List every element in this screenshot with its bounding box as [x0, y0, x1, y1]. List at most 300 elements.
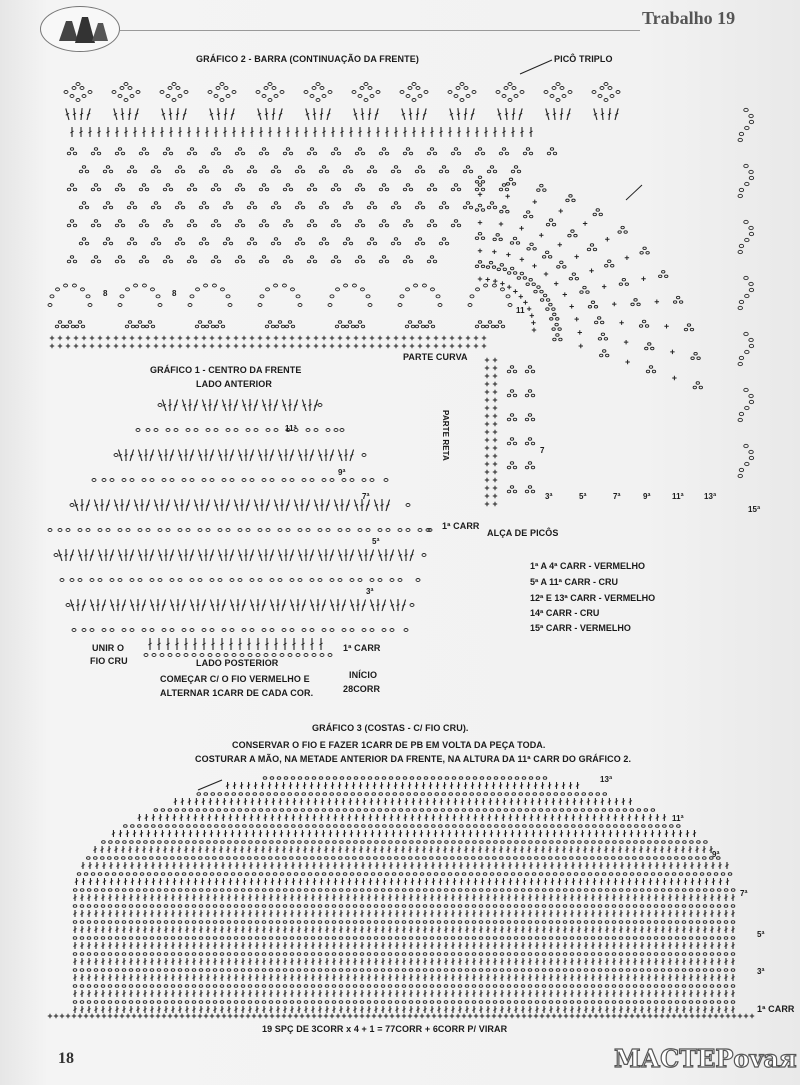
chain-stitch	[654, 953, 658, 956]
chain-stitch	[478, 176, 481, 179]
chain-stitch	[185, 937, 189, 940]
chain-stitch	[409, 260, 412, 263]
chain-stitch	[367, 889, 371, 892]
single-crochet	[478, 249, 482, 253]
chain-stitch	[298, 304, 302, 307]
chain-stitch	[600, 321, 603, 324]
chain-stitch	[339, 1001, 343, 1004]
chain-stitch	[661, 937, 665, 940]
chain-stitch	[493, 889, 497, 892]
chain-stitch	[437, 1001, 441, 1004]
chain-stitch	[311, 953, 315, 956]
chain-stitch	[241, 224, 244, 227]
chain-stitch	[322, 95, 326, 98]
chain-stitch	[130, 95, 134, 98]
single-crochet	[194, 344, 198, 348]
chain-stitch	[352, 857, 356, 860]
chain-stitch	[346, 529, 350, 532]
chain-stitch	[593, 248, 596, 251]
chain-stitch	[213, 1001, 217, 1004]
chain-stitch	[581, 873, 585, 876]
chain-stitch	[101, 921, 105, 924]
chain-stitch	[619, 921, 623, 924]
chain-stitch	[253, 170, 256, 173]
chain-stitch	[658, 873, 662, 876]
chain-stitch	[572, 199, 575, 202]
chain-stitch	[360, 1001, 364, 1004]
chain-stitch	[325, 889, 329, 892]
chain-stitch	[442, 202, 445, 205]
chain-stitch	[311, 905, 315, 908]
chain-stitch	[72, 284, 76, 287]
chain-stitch	[298, 529, 302, 532]
single-crochet	[523, 300, 527, 304]
chain-stitch	[80, 985, 84, 988]
chain-stitch	[499, 238, 502, 241]
single-crochet	[493, 502, 497, 506]
chain-stitch	[481, 152, 484, 155]
chain-stitch	[283, 937, 287, 940]
chain-stitch	[362, 629, 366, 632]
single-crochet	[569, 304, 573, 308]
chain-stitch	[242, 841, 246, 844]
chain-stitch	[397, 242, 400, 245]
chain-stitch	[234, 921, 238, 924]
chain-stitch	[370, 166, 373, 169]
single-crochet	[485, 374, 489, 378]
chain-stitch	[220, 905, 224, 908]
chain-stitch	[331, 857, 335, 860]
chain-stitch	[103, 206, 106, 209]
chain-stitch	[557, 841, 561, 844]
chain-stitch	[640, 937, 644, 940]
chain-stitch	[349, 206, 352, 209]
chain-stitch	[402, 953, 406, 956]
chain-stitch	[513, 394, 516, 397]
chain-stitch	[416, 953, 420, 956]
chain-stitch	[144, 654, 148, 657]
chain-stitch	[247, 206, 250, 209]
chain-stitch	[313, 224, 316, 227]
chain-stitch	[125, 325, 128, 328]
chain-stitch	[437, 921, 441, 924]
chain-stitch	[192, 969, 196, 972]
chain-stitch	[149, 857, 153, 860]
chain-stitch	[422, 857, 426, 860]
chain-stitch	[385, 260, 388, 263]
chain-stitch	[347, 841, 351, 844]
chain-stitch	[154, 873, 158, 876]
chain-stitch	[118, 529, 122, 532]
chain-stitch	[451, 921, 455, 924]
chain-stitch	[248, 654, 252, 657]
chain-stitch	[724, 921, 728, 924]
single-crochet	[485, 277, 489, 281]
chain-stitch	[454, 220, 457, 223]
chain-stitch	[689, 937, 693, 940]
chain-stitch	[481, 188, 484, 191]
chain-stitch	[386, 529, 390, 532]
chain-stitch	[248, 1001, 252, 1004]
chain-stitch	[739, 188, 743, 191]
single-crochet	[482, 336, 486, 340]
chart3-diagram	[48, 777, 754, 1019]
chain-stitch	[555, 857, 559, 860]
chain-stitch	[366, 529, 370, 532]
chain-stitch	[563, 969, 567, 972]
single-crochet	[402, 336, 406, 340]
chain-stitch	[662, 271, 665, 274]
chain-stitch	[297, 889, 301, 892]
chain-stitch	[211, 325, 214, 328]
chain-stitch	[661, 953, 665, 956]
chain-stitch	[577, 905, 581, 908]
chain-stitch	[238, 579, 242, 582]
chain-stitch	[286, 220, 289, 223]
chain-stitch	[73, 260, 76, 263]
chain-stitch	[80, 969, 84, 972]
chain-stitch	[506, 857, 510, 860]
chain-stitch	[259, 260, 262, 263]
chain-stitch	[262, 921, 266, 924]
chain-stitch	[612, 1001, 616, 1004]
chain-stitch	[416, 969, 420, 972]
chain-stitch	[448, 91, 452, 94]
chain-stitch	[360, 905, 364, 908]
chain-stitch	[87, 985, 91, 988]
chain-stitch	[213, 905, 217, 908]
chain-stitch	[271, 170, 274, 173]
single-crochet	[485, 422, 489, 426]
chain-stitch	[543, 294, 546, 297]
chain-stitch	[268, 321, 271, 324]
chain-stitch	[487, 170, 490, 173]
chain-stitch	[145, 188, 148, 191]
chain-stitch	[454, 148, 457, 151]
chain-stitch	[626, 969, 630, 972]
chain-stitch	[312, 87, 316, 90]
chain-stitch	[382, 629, 386, 632]
chain-stitch	[360, 969, 364, 972]
chain-stitch	[227, 921, 231, 924]
chain-stitch	[188, 304, 192, 307]
chain-stitch	[192, 937, 196, 940]
chain-stitch	[108, 889, 112, 892]
chain-stitch	[411, 325, 414, 328]
chain-stitch	[192, 921, 196, 924]
chain-stitch	[248, 905, 252, 908]
chain-stitch	[471, 857, 475, 860]
chain-stitch	[259, 188, 262, 191]
chain-stitch	[529, 152, 532, 155]
chain-stitch	[264, 654, 268, 657]
chain-stitch	[278, 529, 282, 532]
chain-stitch	[70, 95, 74, 98]
chain-stitch	[143, 937, 147, 940]
chain-stitch	[710, 969, 714, 972]
single-crochet	[290, 336, 294, 340]
chain-stitch	[552, 223, 555, 226]
chain-stitch	[609, 873, 613, 876]
chain-stitch	[192, 953, 196, 956]
chain-stitch	[427, 188, 430, 191]
chain-stitch	[679, 301, 682, 304]
chain-stitch	[611, 264, 614, 267]
single-crochet	[210, 344, 214, 348]
chain-stitch	[492, 284, 496, 287]
chain-stitch	[221, 325, 224, 328]
chain-stitch	[556, 99, 560, 102]
chain-stitch	[360, 921, 364, 924]
chain-stitch	[668, 985, 672, 988]
chain-stitch	[717, 921, 721, 924]
chain-stitch	[254, 857, 258, 860]
chain-stitch	[192, 905, 196, 908]
chain-stitch	[100, 857, 104, 860]
chain-stitch	[198, 529, 202, 532]
chain-stitch	[744, 220, 748, 223]
chain-stitch	[502, 148, 505, 151]
chain-stitch	[714, 873, 718, 876]
chain-stitch	[513, 272, 516, 275]
chain-stitch	[235, 224, 238, 227]
single-crochet	[258, 344, 262, 348]
chain-stitch	[501, 841, 505, 844]
chain-stitch	[189, 873, 193, 876]
chain-stitch	[486, 969, 490, 972]
chain-stitch	[654, 905, 658, 908]
single-crochet	[426, 344, 430, 348]
chain-stitch	[521, 969, 525, 972]
chain-stitch	[199, 170, 202, 173]
chain-stitch	[283, 905, 287, 908]
single-crochet	[386, 344, 390, 348]
chain-stitch	[500, 1001, 504, 1004]
chain-stitch	[311, 1001, 315, 1004]
chain-stitch	[164, 889, 168, 892]
chain-stitch	[116, 841, 120, 844]
chain-stitch	[416, 889, 420, 892]
chain-stitch	[87, 889, 91, 892]
chain-stitch	[349, 170, 352, 173]
chain-stitch	[157, 1001, 161, 1004]
chain-stitch	[394, 166, 397, 169]
chain-stitch	[214, 95, 218, 98]
chain-stitch	[597, 317, 600, 320]
chain-stitch	[546, 299, 549, 302]
chain-stitch	[310, 479, 314, 482]
chain-stitch	[297, 937, 301, 940]
chain-stitch	[556, 318, 559, 321]
chain-stitch	[118, 220, 121, 223]
chain-stitch	[717, 969, 721, 972]
chain-stitch	[265, 152, 268, 155]
chain-stitch	[339, 969, 343, 972]
chain-stitch	[242, 479, 246, 482]
chain-stitch	[248, 937, 252, 940]
chain-stitch	[532, 873, 536, 876]
chain-stitch	[332, 985, 336, 988]
chain-stitch	[626, 889, 630, 892]
single-crochet	[146, 344, 150, 348]
chain-stitch	[639, 857, 643, 860]
chain-stitch	[525, 873, 529, 876]
chain-stitch	[339, 937, 343, 940]
single-crochet	[474, 344, 478, 348]
chain-stitch	[409, 953, 413, 956]
chain-stitch	[613, 841, 617, 844]
chain-stitch	[500, 210, 503, 213]
chain-stitch	[91, 224, 94, 227]
chain-stitch	[673, 301, 676, 304]
chain-stitch	[109, 170, 112, 173]
chain-stitch	[196, 288, 200, 291]
chain-stitch	[208, 91, 212, 94]
chain-stitch	[633, 985, 637, 988]
chain-stitch	[217, 873, 221, 876]
chain-stitch	[109, 242, 112, 245]
chain-stitch	[157, 937, 161, 940]
chain-stitch	[689, 953, 693, 956]
chain-stitch	[256, 841, 260, 844]
chain-stitch	[187, 152, 190, 155]
chain-stitch	[445, 242, 448, 245]
chain-stitch	[164, 1001, 168, 1004]
single-crochet	[485, 454, 489, 458]
single-crochet	[434, 336, 438, 340]
chain-stitch	[520, 91, 524, 94]
chain-stitch	[290, 629, 294, 632]
chain-stitch	[563, 266, 566, 269]
chain-stitch	[213, 921, 217, 924]
chain-stitch	[504, 873, 508, 876]
single-crochet	[186, 336, 190, 340]
chain-stitch	[505, 188, 508, 191]
chain-stitch	[290, 288, 294, 291]
chain-stitch	[381, 921, 385, 924]
chain-stitch	[682, 921, 686, 924]
chain-stitch	[276, 905, 280, 908]
chain-stitch	[318, 404, 322, 407]
chain-stitch	[122, 629, 126, 632]
chain-stitch	[391, 242, 394, 245]
chain-stitch	[431, 841, 435, 844]
single-crochet	[493, 494, 497, 498]
chain-stitch	[415, 170, 418, 173]
chain-stitch	[502, 184, 505, 187]
chain-stitch	[146, 529, 150, 532]
chain-stitch	[226, 429, 230, 432]
chain-stitch	[695, 857, 699, 860]
chain-stitch	[512, 87, 516, 90]
chain-stitch	[508, 304, 512, 307]
chain-stitch	[91, 873, 95, 876]
chain-stitch	[166, 220, 169, 223]
chain-stitch	[350, 629, 354, 632]
chain-stitch	[738, 306, 742, 309]
chain-stitch	[528, 462, 531, 465]
chain-stitch	[129, 1001, 133, 1004]
chain-stitch	[241, 152, 244, 155]
chain-stitch	[661, 969, 665, 972]
chain-stitch	[290, 921, 294, 924]
chain-stitch	[647, 985, 651, 988]
chain-stitch	[676, 296, 679, 299]
chain-stitch	[87, 921, 91, 924]
chain-stitch	[246, 429, 250, 432]
chain-stitch	[301, 873, 305, 876]
chain-stitch	[80, 905, 84, 908]
chain-stitch	[154, 166, 157, 169]
single-crochet	[162, 344, 166, 348]
chain-stitch	[326, 429, 330, 432]
chain-stitch	[556, 889, 560, 892]
chain-stitch	[508, 99, 512, 102]
single-crochet	[558, 243, 562, 247]
single-crochet	[282, 336, 286, 340]
chain-stitch	[486, 985, 490, 988]
chain-stitch	[367, 242, 370, 245]
chain-stitch	[136, 969, 140, 972]
chain-stitch	[591, 969, 595, 972]
chain-stitch	[525, 370, 528, 373]
chain-stitch	[374, 985, 378, 988]
chain-stitch	[298, 238, 301, 241]
chain-stitch	[394, 857, 398, 860]
chain-stitch	[227, 905, 231, 908]
chain-stitch	[710, 953, 714, 956]
chain-stitch	[525, 490, 528, 493]
chain-stitch	[542, 953, 546, 956]
chain-stitch	[276, 937, 280, 940]
chain-stitch	[395, 905, 399, 908]
chain-stitch	[307, 260, 310, 263]
chain-stitch	[205, 206, 208, 209]
chain-stitch	[353, 889, 357, 892]
single-crochet	[386, 336, 390, 340]
chain-stitch	[129, 969, 133, 972]
chain-stitch	[240, 654, 244, 657]
chain-stitch	[445, 206, 448, 209]
chain-stitch	[131, 325, 134, 328]
chain-stitch	[374, 889, 378, 892]
chain-stitch	[632, 857, 636, 860]
chain-stitch	[361, 841, 365, 844]
chain-stitch	[60, 579, 64, 582]
chain-stitch	[206, 889, 210, 892]
chain-stitch	[622, 278, 625, 281]
chain-stitch	[366, 295, 370, 298]
chain-stitch	[409, 937, 413, 940]
chain-stitch	[531, 442, 534, 445]
chain-stitch	[147, 873, 151, 876]
chain-stitch	[590, 857, 594, 860]
chart2-diagram	[48, 60, 754, 506]
chain-stitch	[136, 429, 140, 432]
chain-stitch	[190, 579, 194, 582]
chain-stitch	[591, 953, 595, 956]
chain-stitch	[441, 873, 445, 876]
chain-stitch	[475, 237, 478, 240]
chain-stitch	[421, 242, 424, 245]
chain-stitch	[381, 953, 385, 956]
chain-stitch	[142, 857, 146, 860]
chain-stitch	[550, 318, 553, 321]
chain-stitch	[178, 95, 182, 98]
chain-stitch	[454, 184, 457, 187]
chain-stitch	[265, 224, 268, 227]
chain-stitch	[507, 985, 511, 988]
